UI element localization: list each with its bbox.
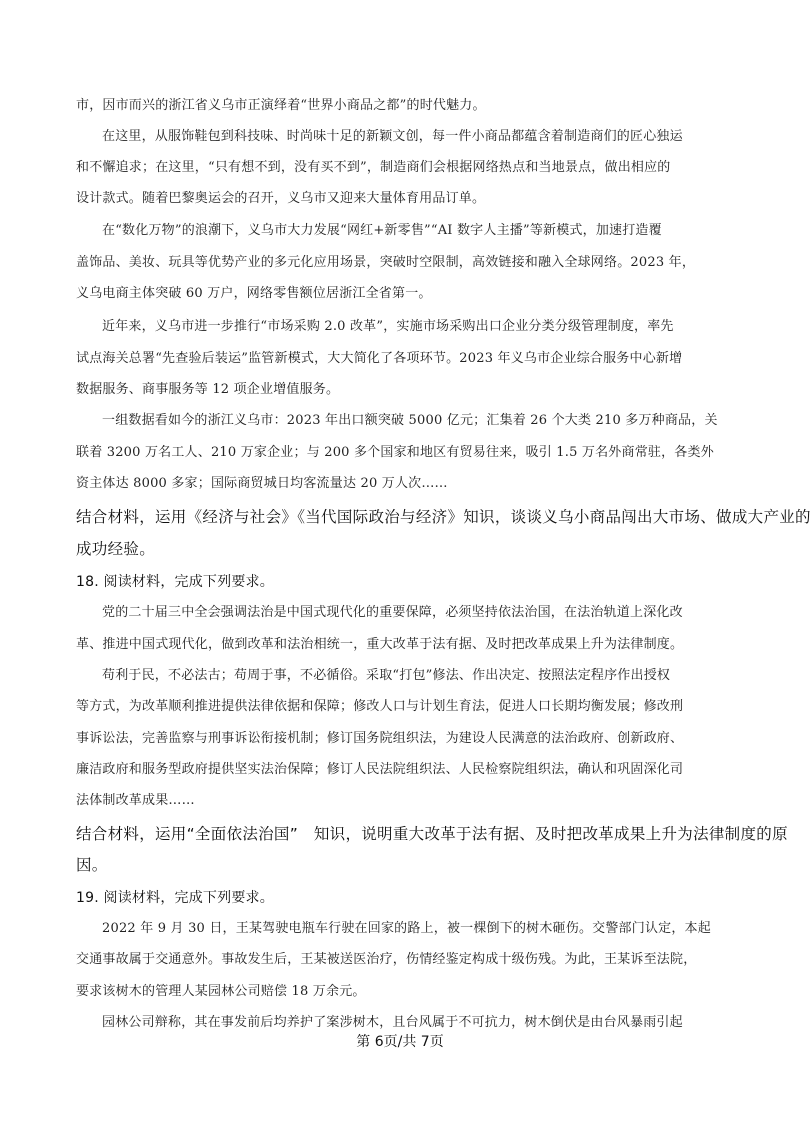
material-18-line: 法体制改革成果…… — [76, 793, 195, 808]
material-19-line: 2022 年 9 月 30 日，王某驾驶电瓶车行驶在回家的路上，被一棵倒下的树木砸伤。交警部门认定，本起 — [102, 921, 711, 936]
question-17-prompt: 成功经验。 — [76, 540, 156, 558]
material-17-line: 义乌电商主体突破 60 万户，网络零售额位居浙江全省第一。 — [76, 286, 432, 301]
material-17-line: 设计款式。随着巴黎奥运会的召开，义乌市又迎来大量体育用品订单。 — [76, 191, 486, 206]
material-17-line: 数据服务、商事服务等 12 项企业增值服务。 — [76, 382, 340, 397]
material-17-line: 在这里，从服饰鞋包到科技味、时尚味十足的新颖文创，每一件小商品都蕴含着制造商们的匠心独运 — [102, 129, 683, 144]
material-19-line: 交通事故属于交通意外。事故发生后，王某被送医治疗，伤情经鉴定构成十级伤残。为此，王某诉至法院， — [76, 952, 697, 967]
material-19-line: 园林公司辩称，其在事发前后均养护了案涉树木，且台风属于不可抗力，树木倒伏是由台风暴雨引起 — [102, 1015, 683, 1030]
material-18-line: 等方式，为改革顺利推进提供法律依据和保障；修改人口与计划生育法，促进人口长期均衡发展；修改刑 — [76, 699, 684, 714]
page-number: 第 6页/共 7页 — [356, 1034, 444, 1050]
material-18-line: 革、推进中国式现代化，做到改革和法治相统一，重大改革于法有据、及时把改革成果上升为法律制度。 — [76, 637, 684, 652]
question-18-prompt: 结合材料，运用“全面依法治国” 知识，说明重大改革于法有据、及时把改革成果上升为法律制度的原 — [76, 825, 788, 843]
material-17-line: 试点海关总署“先查验后装运”监管新模式，大大简化了各项环节。2023 年义乌市企业综合服务中心新增 — [76, 351, 683, 366]
material-17-line: 资主体达 8000 多家；国际商贸城日均客流量达 20 万人次…… — [76, 476, 448, 491]
material-17-line: 市，因市而兴的浙江省义乌市正演绎着“世界小商品之都”的时代魅力。 — [76, 98, 486, 113]
material-17-line: 在“数化万物”的浪潮下，义乌市大力发展“网红+新零售”“AI 数字人主播”等新模式，加速打造覆 — [102, 223, 662, 238]
material-17-line: 联着 3200 万名工人、210 万家企业；与 200 多个国家和地区有贸易往来，吸引 1.5 万名外商常驻，各类外 — [76, 445, 714, 460]
question-19-heading: 19. 阅读材料，完成下列要求。 — [76, 890, 274, 906]
material-17-line: 近年来，义乌市进一步推行“市场采购 2.0 改革”，实施市场采购出口企业分类分级管理制度，率先 — [102, 319, 674, 334]
material-18-line: 事诉讼法，完善监察与刑事诉讼衔接机制；修订国务院组织法，为建设人民满意的法治政府、创新政府、 — [76, 731, 684, 746]
material-17-line: 一组数据看如今的浙江义乌市：2023 年出口额突破 5000 亿元；汇集着 26 个大类 210 多万种商品，关 — [102, 413, 718, 428]
material-17-line: 盖饰品、美妆、玩具等优势产业的多元化应用场景，突破时空限制，高效链接和融入全球网络。2023 年， — [76, 255, 696, 270]
material-19-line: 要求该树木的管理人某园林公司赔偿 18 万余元。 — [76, 984, 366, 999]
material-18-line: 苟利于民，不必法古；苟周于事，不必循俗。采取“打包”修法、作出决定、按照法定程序作出授权 — [102, 668, 671, 683]
question-18-prompt: 因。 — [76, 856, 108, 874]
question-17-prompt: 结合材料，运用《经济与社会》《当代国际政治与经济》知识，谈谈义乌小商品闯出大市场、做成大产业的 — [76, 508, 811, 526]
material-18-line: 廉洁政府和服务型政府提供坚实法治保障；修订人民法院组织法、人民检察院组织法，确认和巩固深化司 — [76, 762, 684, 777]
question-18-heading: 18. 阅读材料，完成下列要求。 — [76, 574, 274, 590]
material-18-line: 党的二十届三中全会强调法治是中国式现代化的重要保障，必须坚持依法治国，在法治轨道上深化改 — [102, 605, 683, 620]
material-17-line: 和不懈追求；在这里，“只有想不到，没有买不到”，制造商们会根据网络热点和当地景点，做出相应的 — [76, 160, 671, 175]
